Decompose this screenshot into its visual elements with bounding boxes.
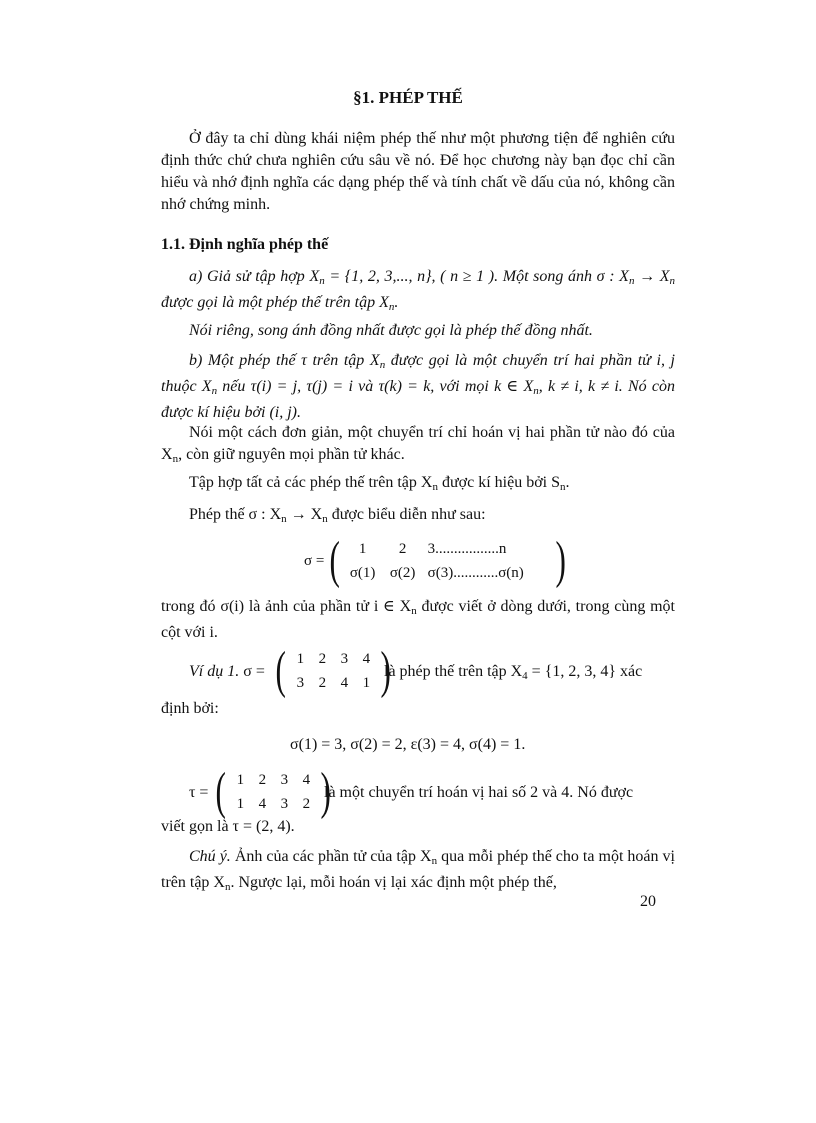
- matrix-cell: 1: [236, 796, 245, 812]
- subsection-heading: 1.1. Định nghĩa phép thế: [161, 236, 329, 253]
- intro-paragraph: Ở đây ta chỉ dùng khái niệm phép thế như một phương tiện để nghiên cứu định thức chứ chưa nghiên cứu sâu về nó. Để học chương này bạn đọc chỉ cần hiểu và nhớ định nghĩa các dạng phép thế và tính chất về dấu của nó, không cần nhớ chứng minh.: [161, 130, 675, 213]
- tau-text-cont: viết gọn là τ = (2, 4).: [161, 818, 295, 835]
- matrix-cell: 2: [318, 651, 327, 667]
- example1-text-cont: định bởi:: [161, 700, 219, 717]
- right-paren: ): [320, 763, 332, 820]
- example1-values: σ(1) = 3, σ(2) = 2, ε(3) = 4, σ(4) = 1.: [290, 736, 526, 753]
- simple-explanation: Nói một cách đơn giản, một chuyển trí chỉ hoán vị hai phần tử nào đó của $X_n$, còn giữ nguyên mọi phần tử khác.: [161, 424, 675, 465]
- matrix-cell: 2: [302, 796, 311, 812]
- matrix-cell: 1: [236, 772, 245, 788]
- matrix-cell: 2: [398, 541, 407, 557]
- matrix-lhs: σ =: [243, 663, 265, 680]
- left-paren: (: [275, 642, 286, 699]
- right-paren: ): [380, 642, 392, 699]
- example1-text: là phép thế trên tập $X_4 = \{1$, 2, 3, 4} xác: [384, 663, 643, 682]
- left-paren: (: [215, 763, 226, 820]
- matrix-cell: 4: [362, 651, 371, 667]
- matrix-cell: σ(2): [389, 565, 416, 581]
- matrix-lhs: σ =: [304, 552, 325, 569]
- example1-matrix: [272, 642, 395, 699]
- matrix-row-bottom: [344, 561, 552, 585]
- matrix-cell: 3: [280, 772, 289, 788]
- left-paren: (: [329, 532, 341, 589]
- matrix-cell: 3.................n: [427, 541, 507, 557]
- right-paren: ): [555, 532, 566, 589]
- matrix-cell: 3: [340, 651, 349, 667]
- matrix-cell: 1: [358, 541, 367, 557]
- matrix-row-top: [229, 768, 317, 792]
- page-number: 20: [640, 893, 656, 910]
- example1-label-line: [189, 663, 265, 681]
- matrix-row-bottom: [289, 671, 377, 695]
- definition-identity: Nói riêng, song ánh đồng nhất được gọi là phép thế đồng nhất.: [189, 322, 593, 339]
- matrix-row-bottom: [229, 792, 317, 816]
- matrix-cell: 3: [280, 796, 289, 812]
- matrix-cell: 2: [318, 675, 327, 691]
- note-label: Chú ý.: [189, 848, 231, 865]
- tau-text: là một chuyển trí hoán vị hai số 2 và 4. Nó được: [324, 784, 634, 801]
- note-paragraph: Chú ý. Ảnh của các phần tử của tập $X_n$ qua mỗi phép thế cho ta một hoán vị trên tập $X_n$. Ngược lại, mỗi hoán vị lại xác định một phép thế,: [161, 848, 675, 893]
- matrix-cell: 1: [296, 651, 305, 667]
- matrix-cell: 4: [302, 772, 311, 788]
- example-label: Ví dụ 1.: [189, 663, 240, 680]
- set-of-permutations: Tập hợp tất cả các phép thế trên tập $X_n$ được kí hiệu bởi $S_n$.: [189, 474, 570, 493]
- tau-matrix: [212, 763, 335, 820]
- matrix-row-top: [344, 537, 552, 561]
- representation-intro: Phép thế σ : $X_n \to X_n$ được biểu diễn như sau:: [189, 506, 486, 525]
- matrix-row-top: [289, 647, 377, 671]
- matrix-cell: 4: [340, 675, 349, 691]
- matrix-cell: 3: [296, 675, 305, 691]
- matrix-cell: 1: [362, 675, 371, 691]
- section-title: §1. PHÉP THẾ: [353, 88, 463, 107]
- where-explanation: trong đó σ(i) là ảnh của phần tử i ∈ $X_n$ được viết ở dòng dưới, trong cùng một cột với i.: [161, 598, 675, 641]
- matrix-cell: σ(1): [349, 565, 376, 581]
- definition-b: b) Một phép thế τ trên tập $X_n$ được gọi là một chuyển trí hai phần tử i, j thuộc $X_n$ nếu τ(i) = j, τ(j) = i và τ(k) = k, với mọi k ∈ $X_n$, k ≠ i, k ≠ i. Nó còn được kí hiệu bởi (i, j).: [161, 352, 676, 421]
- definition-a: a) Giả sử tập hợp $X_n = \{1$, 2, 3,..., n}, ( n ≥ 1 ). Một song ánh σ : $X_n \to X_n$ được gọi là một phép thế trên tập $X_n$.: [161, 268, 675, 313]
- matrix-cell: 2: [258, 772, 267, 788]
- matrix-cell: σ(3)............σ(n): [427, 565, 524, 581]
- tau-lhs: τ =: [189, 784, 209, 801]
- general-permutation-matrix: [304, 532, 569, 589]
- matrix-cell: 4: [258, 796, 267, 812]
